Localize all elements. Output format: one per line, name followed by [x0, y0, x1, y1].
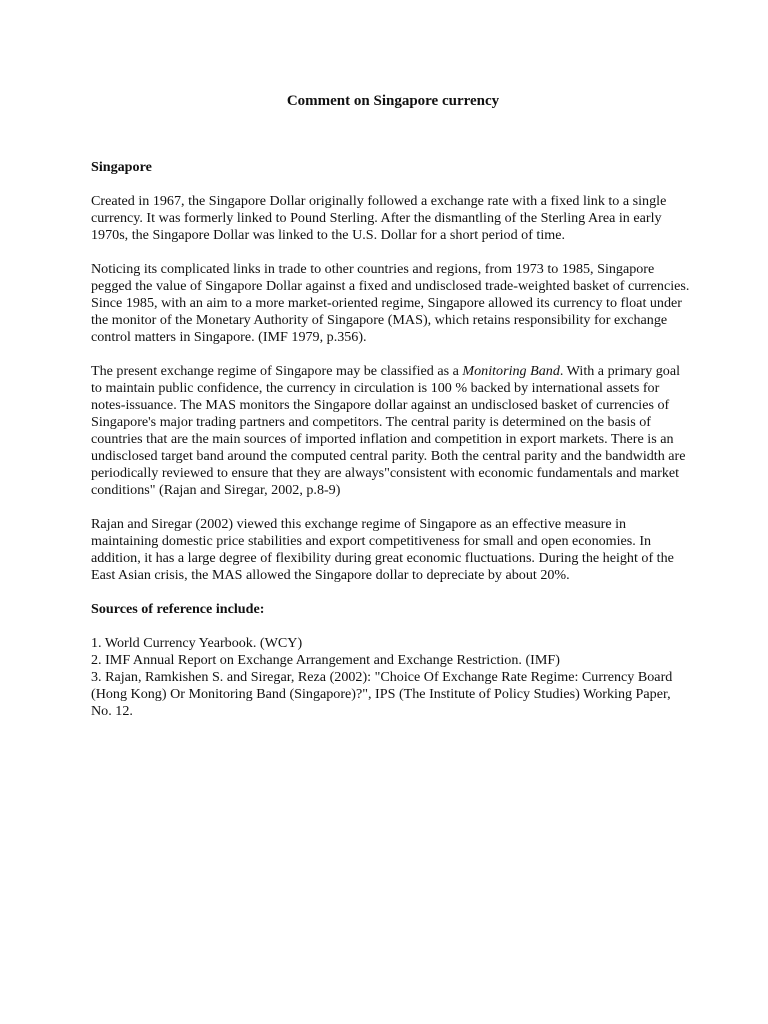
references-heading: Sources of reference include: — [91, 601, 265, 617]
paragraph-monitoring-band-lead: The present exchange regime of Singapore may be classified as a — [91, 363, 463, 379]
paragraph-monitoring-band-rest: . With a primary goal to maintain public confidence, the currency in circulation is 100 % backed by international assets for notes-issuance. The MAS monitors the Singapore dollar against an undisclosed basket of currencies of Singapore's major trading partners and competitors. The central parity is determined on the basis of countries that are the main sources of imported inflation and competition in export markets. There is an undisclosed target band around the computed central parity. Both the central parity and the bandwidth are periodically reviewed to ensure that they are always"consistent with economic fundamentals and market conditions" (Rajan and Siregar, 2002, p.8-9) — [91, 363, 686, 498]
references-list — [91, 635, 691, 720]
section-heading-singapore: Singapore — [91, 159, 152, 175]
reference-item-2: 2. IMF Annual Report on Exchange Arrangement and Exchange Restriction. (IMF) — [91, 652, 560, 668]
paragraph-basket-peg: Noticing its complicated links in trade to other countries and regions, from 1973 to 1985, Singapore pegged the value of Singapore Dollar against a fixed and undisclosed trade-weighted basket of currencies. Since 1985, with an aim to a more market-oriented regime, Singapore allowed its currency to float under the monitor of the Monetary Authority of Singapore (MAS), which retains responsibility for exchange control matters in Singapore. (IMF 1979, p.356). — [91, 261, 690, 345]
paragraph-assessment: Rajan and Siregar (2002) viewed this exchange regime of Singapore as an effective measure in maintaining domestic price stabilities and export competitiveness for small and open economies. In addition, it has a large degree of flexibility during great economic fluctuations. During the height of the East Asian crisis, the MAS allowed the Singapore dollar to depreciate by about 20%. — [91, 516, 674, 583]
reference-item-1: 1. World Currency Yearbook. (WCY) — [91, 635, 303, 651]
monitoring-band-term: Monitoring Band — [462, 363, 560, 379]
paragraph-monitoring-band — [91, 363, 691, 499]
document-title: Comment on Singapore currency — [286, 93, 500, 109]
document-body — [91, 92, 691, 720]
paragraph-history: Created in 1967, the Singapore Dollar originally followed a exchange rate with a fixed link to a single currency. It was formerly linked to Pound Sterling. After the dismantling of the Sterling Area in early 1970s, the Singapore Dollar was linked to the U.S. Dollar for a short period of time. — [91, 193, 667, 243]
reference-item-3: 3. Rajan, Ramkishen S. and Siregar, Reza (2002): "Choice Of Exchange Rate Regime: Currency Board (Hong Kong) Or Monitoring Band (Singapore)?", IPS (The Institute of Policy Studies) Working Paper, No. 12. — [91, 669, 673, 719]
